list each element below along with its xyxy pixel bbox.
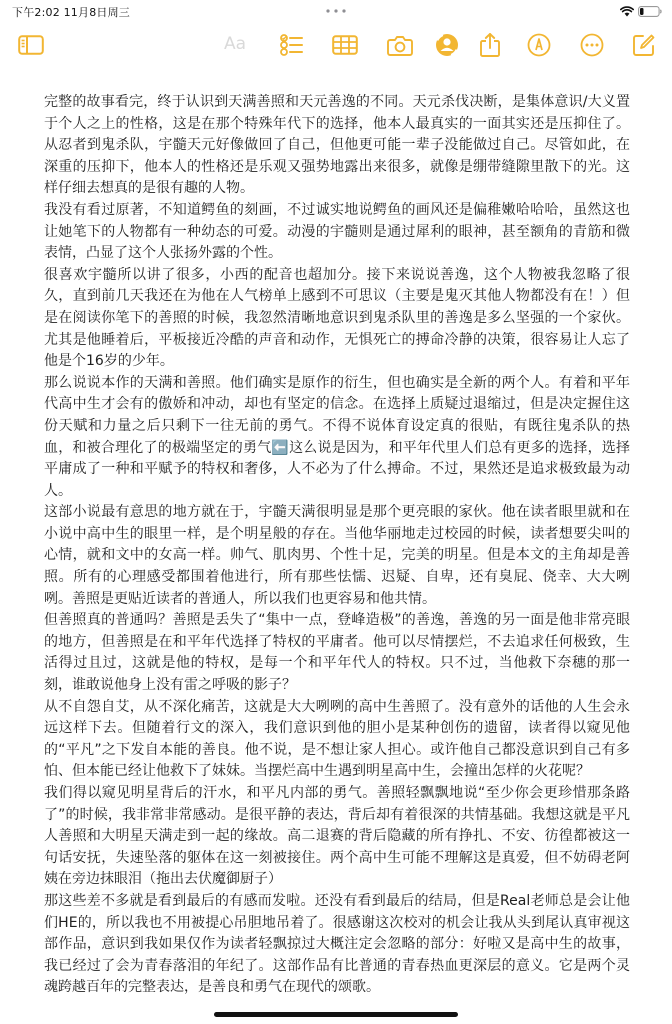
ellipsis-circle-icon [580, 33, 604, 57]
compose-icon [632, 33, 656, 57]
note-paragraph: 但善照真的普通吗？善照是丢失了“集中一点，登峰造极”的善逸，善逸的另一面是他非常亮眼的地方，但善照是在和平年代选择了特权的平庸者。他可以尽情摆烂，不去追求任何极致，生活得过且过，这就是他的特权，是每一个和平年代人的特权。只不过，当他救下奈穗的那一刻，谁敢说他身上没有雷之呼吸的影子？ [44, 612, 630, 694]
text-format-button[interactable]: Aa [224, 34, 247, 54]
camera-icon [387, 35, 413, 56]
markup-button[interactable] [525, 32, 553, 58]
collaborate-icon [434, 32, 460, 58]
compose-button[interactable] [630, 32, 658, 58]
status-indicators [620, 5, 662, 17]
note-paragraph: 很喜欢宇髓所以讲了很多，小西的配音也超加分。接下来说说善逸，这个人物被我忽略了很久，直到前几天我还在为他在人气榜单上感到不可思议（主要是鬼灭其他人物都没有在！）但是在阅读你笔下的善照的时候，我忽然清晰地意识到鬼杀队里的善逸是多么坚强的一个家伙。尤其是他睡着后，平板接近冷酷的声音和动作，无惧死亡的搏命冷静的决策，很容易让人忘了他是个16岁的少年。 [44, 266, 630, 370]
note-paragraph: 我们得以窥见明星背后的汗水，和平凡内部的勇气。善照轻飘飘地说“至少你会更珍惜那条路了”的时候，我非常非常感动。是很平静的表达，背后却有着很深的共情基础。我想这就是平凡人善照和大明星天满走到一起的缘故。高二退赛的背后隐藏的所有挣扎、不安、彷徨都被这一句话安抚，失速坠落的躯体在这一刻被接住。两个高中生可能不理解这是真爱，但不妨碍老阿姨在旁边抹眼泪（拖出去伏魔御厨子） [44, 785, 630, 888]
battery-level [640, 8, 644, 15]
note-body[interactable] [44, 92, 630, 999]
more-button[interactable] [578, 32, 606, 58]
home-indicator[interactable] [214, 1012, 458, 1017]
multitasking-dots-icon[interactable] [326, 9, 346, 13]
note-paragraph: 那么说说本作的天满和善照。他们确实是原作的衍生，但也确实是全新的两个人。有着和平年代高中生才会有的傲娇和冲动，却也有坚定的信念。在选择上质疑过退缩过，但是决定握住这份天赋和力量之后只剩下一往无前的勇气。不得不说体育设定真的很贴，有既往鬼杀队的热血，和被合理化了的极端坚定的勇气⬅️这么说是因为，和平年代里人们总有更多的选择，选择平庸成了一种和平赋予的特权和奢侈，人不必为了什么搏命。不过，果然还是追求极致最为动人。 [44, 374, 630, 499]
sidebar-toggle-button[interactable] [17, 32, 45, 58]
note-paragraph: 那这些差不多就是看到最后的有感而发啦。还没有看到最后的结局，但是Real老师总是会让他们HE的，所以我也不用被提心吊胆地吊着了。很感谢这次校对的机会让我从头到尾认真审视这部作品，意识到我如果仅作为读者轻飘掠过大概注定会忽略的部分：好啦又是高中生的故事，我已经过了会为青春落泪的年纪了。这部作品有比普通的青春热血更深层的意义。它是两个灵魂跨越百年的完整表达，是善良和勇气在现代的颂歌。 [44, 892, 630, 996]
note-paragraph: 从不自怨自艾，从不深化痛苦，这就是大大咧咧的高中生善照了。没有意外的话他的人生会永远这样下去。但随着行文的深入，我们意识到他的胆小是某种创伤的遗留，读者得以窥见他的“平凡”之下发自本能的善良。他不说，是不想让家人担心。或许他自己都没意识到自己有多怕、但本能已经让他救下了妹妹。当摆烂高中生遇到明星高中生，会撞出怎样的火花呢？ [44, 698, 630, 780]
notes-toolbar [0, 22, 672, 68]
table-icon [332, 35, 358, 55]
share-icon [479, 32, 501, 58]
pen-circle-icon [527, 33, 551, 57]
note-paragraph: 我没有看过原著，不知道鳄鱼的刻画，不过诚实地说鳄鱼的画风还是偏稚嫩哈哈哈，虽然这也让她笔下的人物都有一种幼态的可爱。动漫的宇髓则是通过犀利的眼神，甚至额角的青筋和微表情，凸显了这个人张扬外露的个性。 [44, 201, 630, 262]
share-button[interactable] [476, 32, 504, 58]
battery-icon [638, 6, 662, 17]
wifi-icon [620, 6, 634, 17]
status-time: 下午2:02 11月8日周三 [12, 6, 130, 19]
note-paragraph: 完整的故事看完，终于认识到天满善照和天元善逸的不同。天元杀伐决断，是集体意识/大义置于个人之上的性格，这是在那个特殊年代下的选择，他本人最真实的一面其实还是压抑住了。从忍者到鬼杀队，宇髓天元好像做回了自己，但他更可能一辈子没能做过自己。尽管如此，在深重的压抑下，他本人的性格还是乐观又强势地露出来很多，就像是绷带缝隙里散下的光。这样仔细去想真的是很有趣的人物。 [44, 94, 630, 197]
checklist-button[interactable] [278, 32, 306, 58]
checklist-icon [280, 34, 304, 56]
sidebar-icon [18, 35, 44, 55]
collaborate-button[interactable] [433, 32, 461, 58]
camera-button[interactable] [386, 32, 414, 58]
note-paragraph: 这部小说最有意思的地方就在于，宇髓天满很明显是那个更亮眼的家伙。他在读者眼里就和在小说中高中生的眼里一样，是个明星般的存在。当他华丽地走过校园的时候，读者想要尖叫的心情，就和文中的女高一样。帅气、肌肉男、个性十足，完美的明星。但是本文的主角却是善照。所有的心理感受都围着他进行，所有那些怯懦、迟疑、自卑，还有臭屁、侥幸、大大咧咧。善照是更贴近读者的普通人，所以我们也更容易和他共情。 [44, 504, 630, 607]
table-button[interactable] [331, 32, 359, 58]
status-bar [0, 0, 672, 22]
